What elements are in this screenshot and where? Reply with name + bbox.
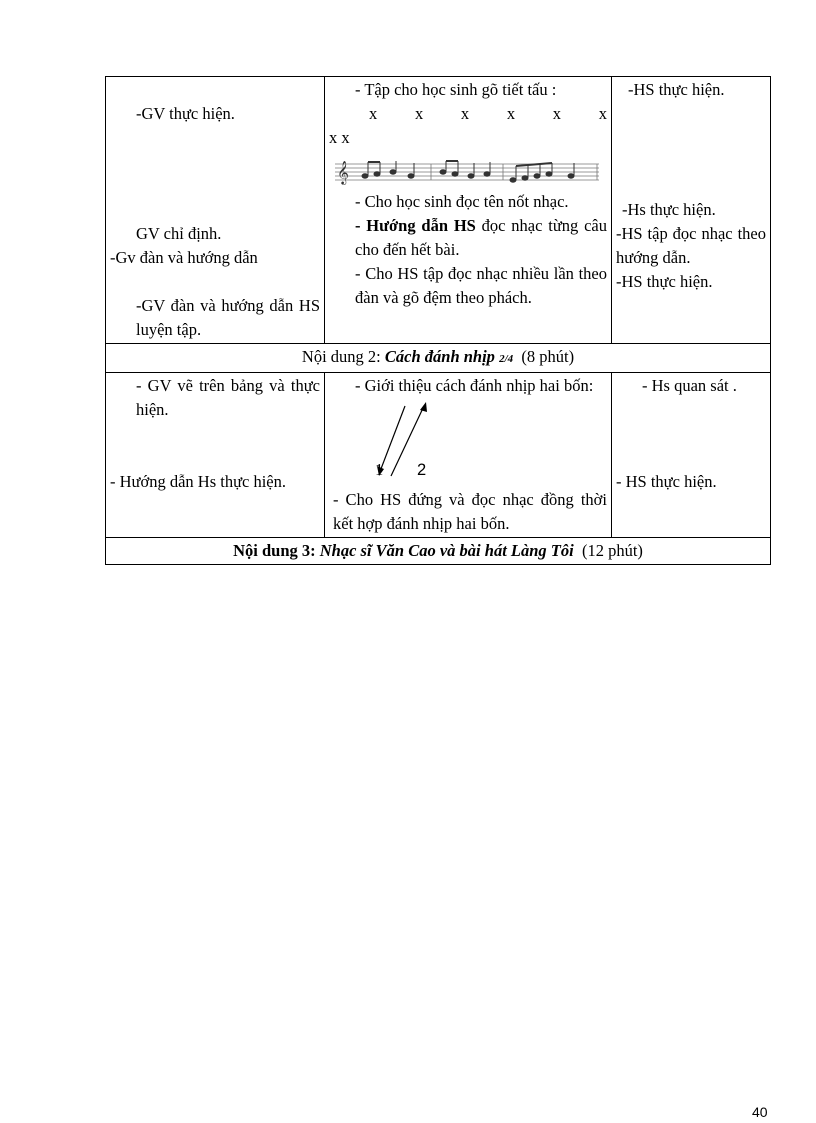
content-step: - Giới thiệu cách đánh nhịp hai bốn: — [355, 376, 594, 395]
teacher-step: - Hướng dẫn Hs thực hiện. — [110, 472, 286, 491]
teacher-activity-cell — [106, 77, 325, 344]
rhythm-beat: x — [414, 104, 424, 123]
student-step: -HS tập đọc nhạc theo hướng dẫn. — [616, 224, 766, 267]
rhythm-beat: x — [598, 104, 607, 123]
lesson-table — [105, 76, 771, 565]
music-staff-image — [335, 158, 599, 186]
student-step: -HS thực hiện. — [616, 272, 713, 291]
student-step: -HS thực hiện. — [628, 80, 725, 99]
teacher-step: - GV vẽ trên bảng và thực hiện. — [136, 376, 320, 419]
rhythm-beat: x — [460, 104, 470, 123]
rhythm-pattern-tail: x x — [329, 128, 350, 147]
teacher-step: -GV thực hiện. — [136, 104, 235, 123]
content-cell — [325, 373, 612, 538]
page-number: 40 — [752, 1104, 768, 1120]
beat-label: 1 — [375, 460, 384, 479]
table-row — [106, 77, 771, 344]
student-activity-cell — [612, 373, 771, 538]
student-activity-cell — [612, 77, 771, 344]
lesson-plan-sheet — [105, 76, 770, 565]
content-step: - Cho HS đứng và đọc nhạc đồng thời kết hợp đánh nhịp hai bốn. — [333, 490, 607, 533]
student-step: -Hs thực hiện. — [622, 200, 716, 219]
section-meter: 2/4 — [499, 353, 514, 365]
conducting-diagram — [329, 398, 607, 488]
content-step-rest: đọc nhạc từng câu cho đến hết bài. — [355, 216, 607, 259]
content-step: - Cho học sinh đọc tên nốt nhạc. — [355, 192, 569, 211]
teacher-activity-cell — [106, 373, 325, 538]
section-time: (8 phút) — [521, 347, 575, 366]
student-step: - HS thực hiện. — [616, 472, 717, 491]
section-prefix: Nội dung 3: — [233, 541, 316, 560]
content-cell — [325, 77, 612, 344]
table-row — [106, 538, 771, 565]
section-time: (12 phút) — [581, 541, 643, 560]
rhythm-beat: x — [369, 104, 378, 123]
rhythm-beat: x — [552, 104, 561, 123]
content-step — [329, 214, 607, 262]
section-heading — [106, 538, 771, 565]
teacher-step: -GV đàn và hướng dẫn HS luyện tập. — [136, 296, 320, 339]
section-title: Cách đánh nhịp — [384, 347, 495, 366]
teacher-step: -Gv đàn và hướng dẫn — [110, 248, 258, 267]
beat-label: 2 — [417, 461, 427, 479]
student-step: - Hs quan sát . — [642, 376, 737, 395]
section-heading — [106, 344, 771, 373]
content-step-bold: - Hướng dẫn HS — [355, 216, 476, 235]
section-prefix: Nội dung 2: — [301, 347, 381, 366]
content-step: - Tập cho học sinh gõ tiết tấu : — [355, 80, 557, 99]
table-row — [106, 344, 771, 373]
rhythm-pattern — [329, 102, 607, 126]
content-step: - Cho HS tập đọc nhạc nhiều lần theo đàn và gõ đệm theo phách. — [355, 264, 607, 307]
svg-text:𝄞: 𝄞 — [337, 160, 349, 184]
section-title: Nhạc sĩ Văn Cao và bài hát Làng Tôi — [319, 541, 574, 560]
conducting-arrows — [369, 398, 489, 488]
rhythm-beat: x — [506, 104, 516, 123]
table-row — [106, 373, 771, 538]
teacher-step: GV chỉ định. — [136, 224, 222, 243]
